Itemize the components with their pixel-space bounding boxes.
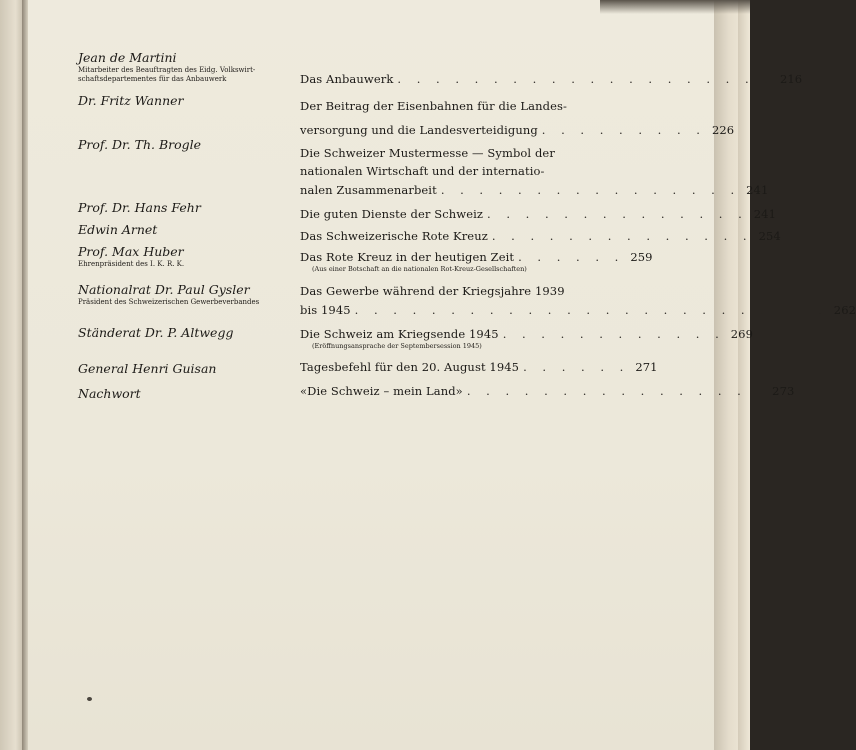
dot-leader: . . . . . . . . . . . . . . . . . . . . [397, 72, 774, 86]
dot-leader: . . . . . . [523, 360, 630, 374]
toc-title: Das Gewerbe während der Kriegsjahre 1939 [300, 284, 565, 298]
toc-author: Nationalrat Dr. Paul Gysler [78, 282, 250, 297]
toc-author: Edwin Arnet [78, 222, 158, 237]
dot-leader: . . . . . . . . . . . . . . [487, 207, 748, 221]
toc-entry-row [300, 207, 776, 222]
toc-page-number: 254 [758, 229, 781, 243]
toc-subnote: (Aus einer Botschaft an die nationalen Rot-Kreuz-Gesellschaften) [312, 265, 527, 273]
toc-page-number: 216 [779, 72, 803, 86]
toc-author: Nachwort [78, 386, 141, 401]
toc-title: Die Schweizer Mustermesse — Symbol der [300, 146, 555, 160]
toc-author: General Henri Guisan [78, 361, 217, 376]
toc-author: Prof. Max Huber [78, 244, 184, 259]
toc-author: Ständerat Dr. P. Altwegg [78, 325, 234, 340]
toc-entry-row [300, 303, 856, 318]
toc-entry-row [300, 384, 795, 399]
toc-page-number: 262 [833, 303, 856, 317]
toc-page-number: 226 [711, 123, 735, 137]
toc-author: Prof. Dr. Hans Fehr [78, 200, 201, 215]
dot-leader: . . . . . . . . . [541, 123, 706, 137]
toc-page-number: 259 [630, 250, 653, 264]
toc-author-note: Ehrenpräsident des I. K. R. K. [78, 260, 185, 268]
toc-title: Die Schweiz am Kriegsende 1945 [300, 327, 499, 341]
toc-title: bis 1945 [300, 303, 351, 317]
toc-author: Prof. Dr. Th. Brogle [78, 137, 202, 152]
dot-leader: . . . . . . . . . . . . . . [491, 229, 753, 243]
dot-leader: . . . . . . . . . . . . . . . . [466, 384, 767, 398]
toc-title: Das Anbauwerk [300, 72, 394, 86]
toc-page-number: 269 [730, 327, 754, 341]
toc-title: versorgung und die Landesverteidigung [300, 123, 538, 137]
dot-leader: . . . . . . . . . . . . . . . . . . . . . . . . . [354, 303, 828, 317]
toc-title: Die guten Dienste der Schweiz [300, 207, 484, 221]
toc-author-note: Mitarbeiter des Beauftragten des Eidg. Volkswirt-schaftsdepartementes für das Anbauwerk [78, 66, 256, 83]
paper-speck [87, 697, 92, 701]
toc-page-number: 241 [746, 183, 769, 197]
toc-entry-row [300, 57, 803, 87]
dot-leader: . . . . . . . . . . . . . . . . [440, 183, 741, 197]
toc-entry-row [300, 183, 769, 198]
toc-title: «Die Schweiz – mein Land» [300, 384, 463, 398]
dot-leader: . . . . . . . . . . . . [502, 327, 725, 341]
toc-title: Der Beitrag der Eisenbahnen für die Landes- [300, 99, 567, 113]
toc-entry-row [300, 327, 754, 342]
toc-author: Jean de Martini [78, 50, 177, 65]
toc-entry-row [300, 250, 653, 265]
toc-page-number: 271 [635, 360, 658, 374]
toc-title: nalen Zusammenarbeit [300, 183, 437, 197]
toc-title: nationalen Wirtschaft und der internatio- [300, 164, 545, 178]
toc-author-note: Präsident des Schweizerischen Gewerbeverbandes [78, 298, 260, 306]
toc-title: Das Rote Kreuz in der heutigen Zeit [300, 250, 515, 264]
toc-page-number: 273 [772, 384, 795, 398]
toc-entry-row [300, 123, 735, 138]
toc-page-number: 241 [753, 207, 776, 221]
toc-entry-row [300, 229, 781, 244]
toc-entry-row [300, 360, 658, 375]
toc-author: Dr. Fritz Wanner [78, 93, 184, 108]
toc-subnote: (Eröffnungsansprache der Septembersession 1945) [312, 342, 482, 350]
toc-title: Das Schweizerische Rote Kreuz [300, 229, 488, 243]
dot-leader: . . . . . . [518, 250, 625, 264]
toc-title: Tagesbefehl für den 20. August 1945 [300, 360, 520, 374]
